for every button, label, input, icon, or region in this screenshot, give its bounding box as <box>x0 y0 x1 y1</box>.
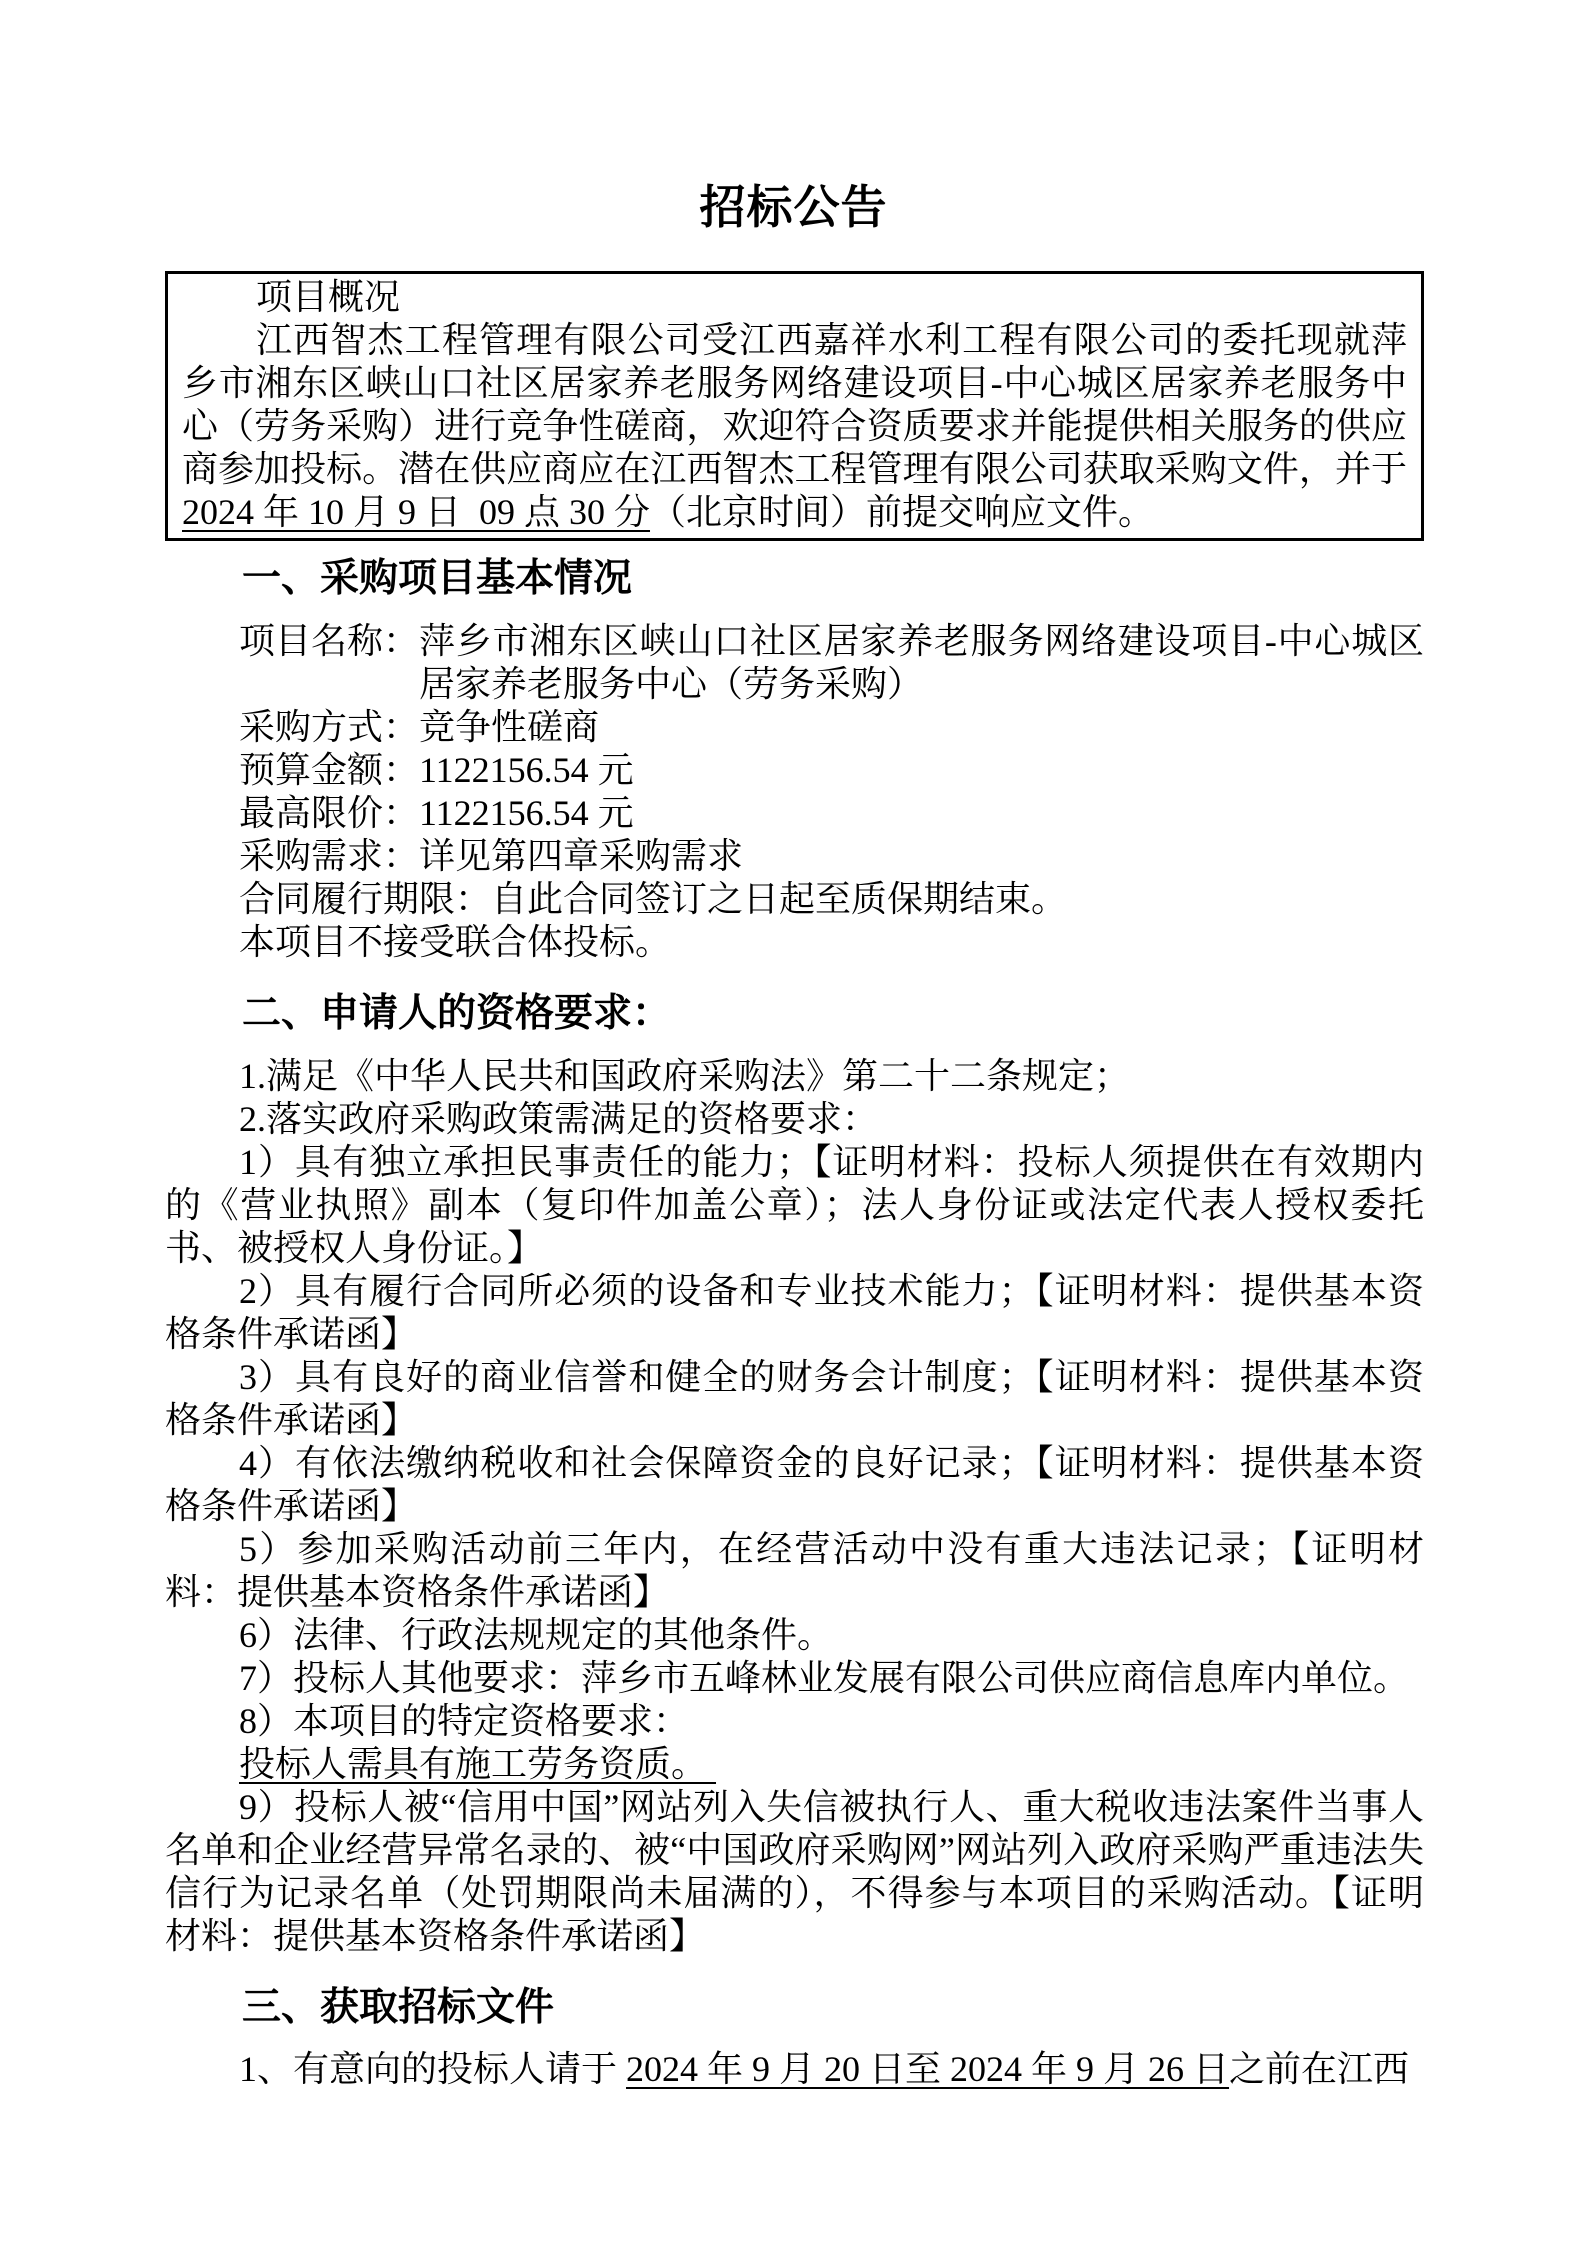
project-name-label: 项目名称： <box>239 620 420 661</box>
qualification-item-1: 1.满足《中华人民共和国政府采购法》第二十二条规定； <box>239 1055 1131 1096</box>
overview-paragraph <box>182 319 1407 534</box>
qualification-subitem-5: 5）参加采购活动前三年内，在经营活动中没有重大违法记录；【证明材料：提供基本资格条件承诺函】 <box>165 1528 1424 1612</box>
overview-heading: 项目概况 <box>256 277 401 317</box>
obtain-documents-line <box>165 2048 1424 2091</box>
obtain-documents-text-before-dates: 1、有意向的投标人请于 <box>239 2049 627 2090</box>
qualification-subitem-2: 2）具有履行合同所必须的设备和专业技术能力；【证明材料：提供基本资格条件承诺函】 <box>165 1270 1424 1354</box>
qualification-subitem-4: 4）有依法缴纳税收和社会保障资金的良好记录；【证明材料：提供基本资格条件承诺函】 <box>165 1442 1424 1526</box>
section1-heading: 一、采购项目基本情况 <box>242 557 633 600</box>
special-qualification-line <box>165 1743 1424 1786</box>
qualification-subitem-9: 9）投标人被“信用中国”网站列入失信被执行人、重大税收违法案件当事人名单和企业经营异常名录的、被“中国政府采购网”网站列入政府采购严重违法失信行为记录名单（处罚期限尚未届满的），不得参与本项目的采购活动。【证明材料：提供基本资格条件承诺函】 <box>165 1786 1424 1956</box>
section3-heading: 三、获取招标文件 <box>242 1985 555 2029</box>
project-name-field <box>239 620 1424 706</box>
qualification-item-2: 2.落实政府采购政策需满足的资格要求： <box>239 1098 879 1139</box>
project-name-value: 萍乡市湘东区峡山口社区居家养老服务网络建设项目-中心城区居家养老服务中心（劳务采购） <box>419 620 1424 704</box>
field-max-price: 最高限价：1122156.54 元 <box>239 792 634 833</box>
qualification-subitem-1: 1）具有独立承担民事责任的能力；【证明材料：投标人须提供在有效期内的《营业执照》副本（复印件加盖公章）；法人身份证或法定代表人授权委托书、被授权人身份证。】 <box>165 1141 1424 1268</box>
qualification-subitem-8: 8）本项目的特定资格要求： <box>239 1700 690 1741</box>
qualification-subitem-3: 3）具有良好的商业信誉和健全的财务会计制度；【证明材料：提供基本资格条件承诺函】 <box>165 1356 1424 1440</box>
special-qualification-underlined: 投标人需具有施工劳务资质。 <box>239 1743 717 1784</box>
field-contract-period: 合同履行期限：自此合同签订之日起至质保期结束。 <box>239 878 1068 919</box>
document-obtain-dates-underlined: 2024 年 9 月 20 日至 2024 年 9 月 26 日 <box>626 2049 1230 2090</box>
overview-text-after-deadline: （北京时间）前提交响应文件。 <box>650 492 1155 532</box>
response-deadline-underlined: 2024 年 10 月 9 日 09 点 30 分 <box>182 492 651 532</box>
field-procurement-method: 采购方式：竞争性磋商 <box>239 706 600 747</box>
content-area <box>0 271 1587 2091</box>
overview-text-before-deadline: 江西智杰工程管理有限公司受江西嘉祥水利工程有限公司的委托现就萍乡市湘东区峡山口社区居家养老服务网络建设项目-中心城区居家养老服务中心（劳务采购）进行竞争性磋商，欢迎符合资质要求并能提供相关服务的供应商参加投标。潜在供应商应在江西智杰工程管理有限公司获取采购文件，并于 <box>182 320 1407 489</box>
document-title: 招标公告 <box>699 182 888 233</box>
field-no-consortium-note: 本项目不接受联合体投标。 <box>239 921 672 962</box>
section2-heading: 二、申请人的资格要求： <box>242 991 672 1035</box>
project-overview-box <box>165 271 1424 541</box>
field-procurement-requirements: 采购需求：详见第四章采购需求 <box>239 835 744 876</box>
qualification-subitem-7: 7）投标人其他要求：萍乡市五峰林业发展有限公司供应商信息库内单位。 <box>239 1657 1410 1698</box>
qualification-subitem-6: 6）法律、行政法规规定的其他条件。 <box>239 1614 834 1655</box>
obtain-documents-text-after-dates: 之前在江西 <box>1229 2049 1410 2090</box>
field-budget-amount: 预算金额：1122156.54 元 <box>239 749 634 790</box>
